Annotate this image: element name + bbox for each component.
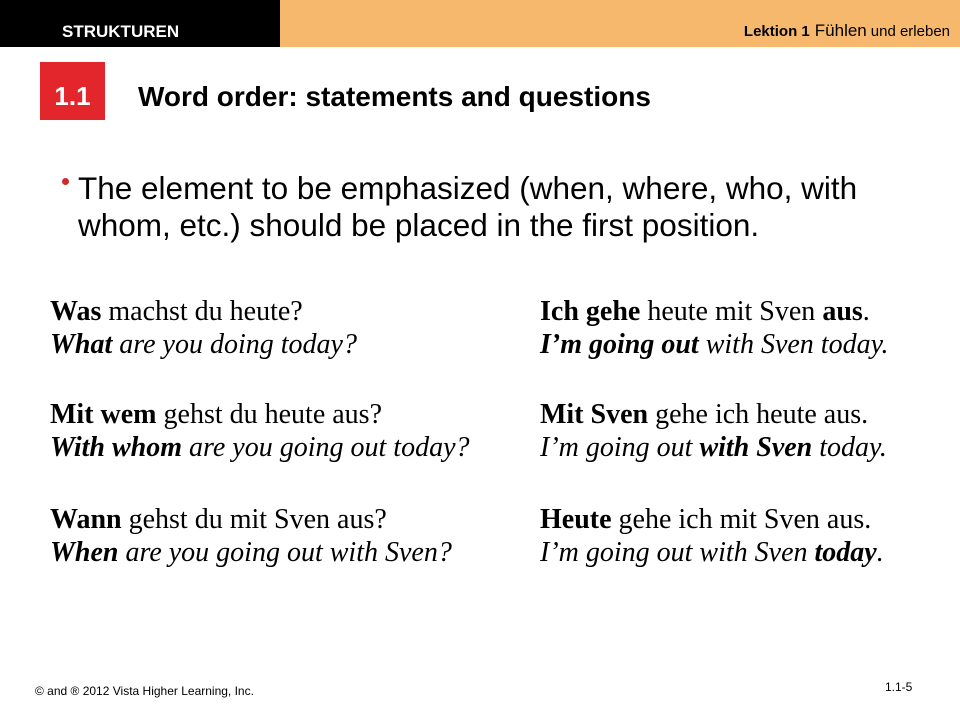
- emphasis-segment: Was: [50, 296, 102, 327]
- bullet-icon: [62, 178, 69, 185]
- emphasis-segment: Ich gehe: [540, 296, 641, 327]
- emphasis-segment: today: [814, 537, 877, 568]
- emphasis-segment: aus: [822, 296, 863, 327]
- lesson-heading: [744, 21, 950, 42]
- example-pair: [540, 503, 884, 569]
- plain-segment: gehst du heute aus?: [156, 399, 383, 430]
- emphasis-segment: With whom: [50, 432, 183, 463]
- answer-english: [540, 536, 884, 569]
- example-pair: [50, 503, 452, 569]
- plain-segment: are you going out with Sven?: [118, 537, 452, 568]
- slide-number: 1.1-5: [885, 680, 913, 694]
- plain-segment: heute mit Sven: [640, 296, 823, 327]
- emphasis-segment: I’m going out: [540, 329, 699, 360]
- plain-segment: are you doing today?: [112, 329, 357, 360]
- emphasis-segment: Heute: [540, 504, 612, 535]
- section-label: STRUKTUREN: [62, 22, 180, 41]
- example-pair: [540, 295, 888, 361]
- example-pair: [540, 398, 887, 464]
- plain-segment: I’m going out with Sven: [540, 537, 815, 568]
- question-english: [50, 431, 470, 464]
- top-bar: [0, 0, 960, 47]
- question-german: [50, 503, 452, 536]
- question-english: [50, 328, 357, 361]
- answer-german: [540, 503, 884, 536]
- emphasis-segment: When: [50, 537, 119, 568]
- lesson-subtitle: und erleben: [870, 23, 950, 40]
- example-pair: [50, 295, 357, 361]
- plain-segment: I’m going out: [540, 432, 700, 463]
- plain-segment: are you going out today?: [182, 432, 470, 463]
- plain-segment: .: [862, 296, 870, 327]
- question-english: [50, 536, 452, 569]
- slide-title: Word order: statements and questions: [138, 81, 651, 112]
- plain-segment: with Sven today.: [698, 329, 889, 360]
- emphasis-segment: Mit Sven: [540, 399, 649, 430]
- question-german: [50, 295, 357, 328]
- plain-segment: today.: [812, 432, 887, 463]
- plain-segment: gehe ich heute aus.: [648, 399, 869, 430]
- answer-german: [540, 398, 887, 431]
- section-number: 1.1: [54, 81, 91, 111]
- section-tab: [0, 0, 280, 47]
- emphasis-segment: with Sven: [699, 432, 813, 463]
- question-german: [50, 398, 470, 431]
- plain-segment: gehe ich mit Sven aus.: [611, 504, 872, 535]
- plain-segment: machst du heute?: [101, 296, 303, 327]
- answer-english: [540, 431, 887, 464]
- answer-english: [540, 328, 888, 361]
- example-pair: [50, 398, 470, 464]
- emphasis-segment: Mit wem: [50, 399, 157, 430]
- lesson-title: Fühlen: [814, 21, 867, 40]
- emphasis-segment: What: [50, 329, 113, 360]
- lesson-label: Lektion 1: [743, 23, 810, 40]
- answer-german: [540, 295, 888, 328]
- section-number-badge: [40, 62, 105, 120]
- plain-segment: gehst du mit Sven aus?: [121, 504, 387, 535]
- emphasis-segment: Wann: [50, 504, 122, 535]
- copyright-notice: © and ® 2012 Vista Higher Learning, Inc.: [35, 684, 254, 698]
- bullet-text: The element to be emphasized (when, where, who, with whom, etc.) should be placed in the first position.: [78, 170, 858, 243]
- plain-segment: .: [876, 537, 884, 568]
